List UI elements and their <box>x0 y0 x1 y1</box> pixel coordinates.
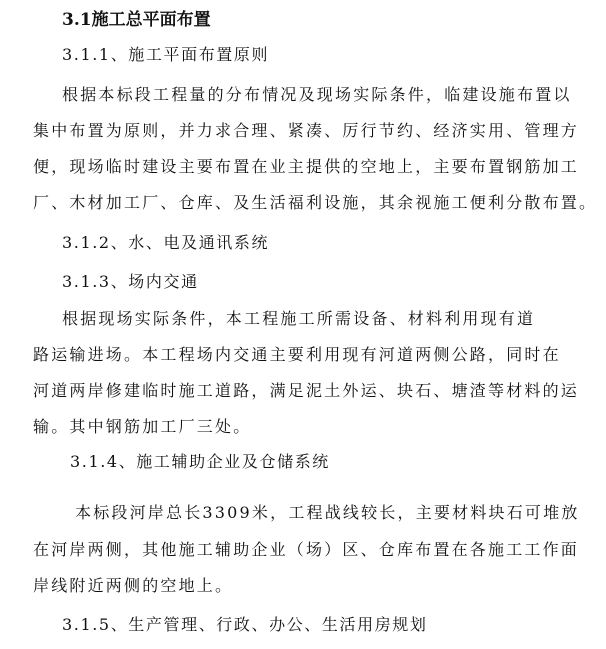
heading-3-1-5: 3.1.5、生产管理、行政、办公、生活用房规划 <box>62 615 428 634</box>
para2-line2: 路运输进场。本工程场内交通主要利用现有河道两侧公路，同时在 <box>33 345 561 364</box>
para1-line1: 根据本标段工程量的分布情况及现场实际条件，临建设施布置以 <box>62 85 572 104</box>
para1-line3: 便，现场临时建设主要布置在业主提供的空地上，主要布置钢筋加工 <box>33 157 580 176</box>
heading-3-1-1: 3.1.1、施工平面布置原则 <box>62 45 270 64</box>
para1-line2: 集中布置为原则，并力求合理、紧凑、厉行节约、经济实用、管理方 <box>33 121 580 140</box>
para2-line3: 河道两岸修建临时施工道路，满足泥土外运、块石、塘渣等材料的运 <box>33 381 580 400</box>
para1-line4: 厂、木材加工厂、仓库、及生活福利设施，其余视施工便利分散布置。 <box>33 193 598 212</box>
para2-line1: 根据现场实际条件，本工程施工所需设备、材料利用现有道 <box>62 309 536 328</box>
heading-3-1-3: 3.1.3、场内交通 <box>62 272 199 291</box>
section-title: 3.1施工总平面布置 <box>62 10 211 30</box>
heading-3-1-4: 3.1.4、施工辅助企业及仓储系统 <box>70 452 330 471</box>
para3-line2: 在河岸两侧，其他施工辅助企业（场）区、仓库布置在各施工工作面 <box>33 540 580 559</box>
para3-line1: 本标段河岸总长3309米，工程战线较长，主要材料块石可堆放 <box>75 503 580 522</box>
heading-3-1-2: 3.1.2、水、电及通讯系统 <box>62 233 270 252</box>
para3-line3: 岸线附近两侧的空地上。 <box>33 576 234 595</box>
para2-line4: 输。其中钢筋加工厂三处。 <box>33 417 252 436</box>
